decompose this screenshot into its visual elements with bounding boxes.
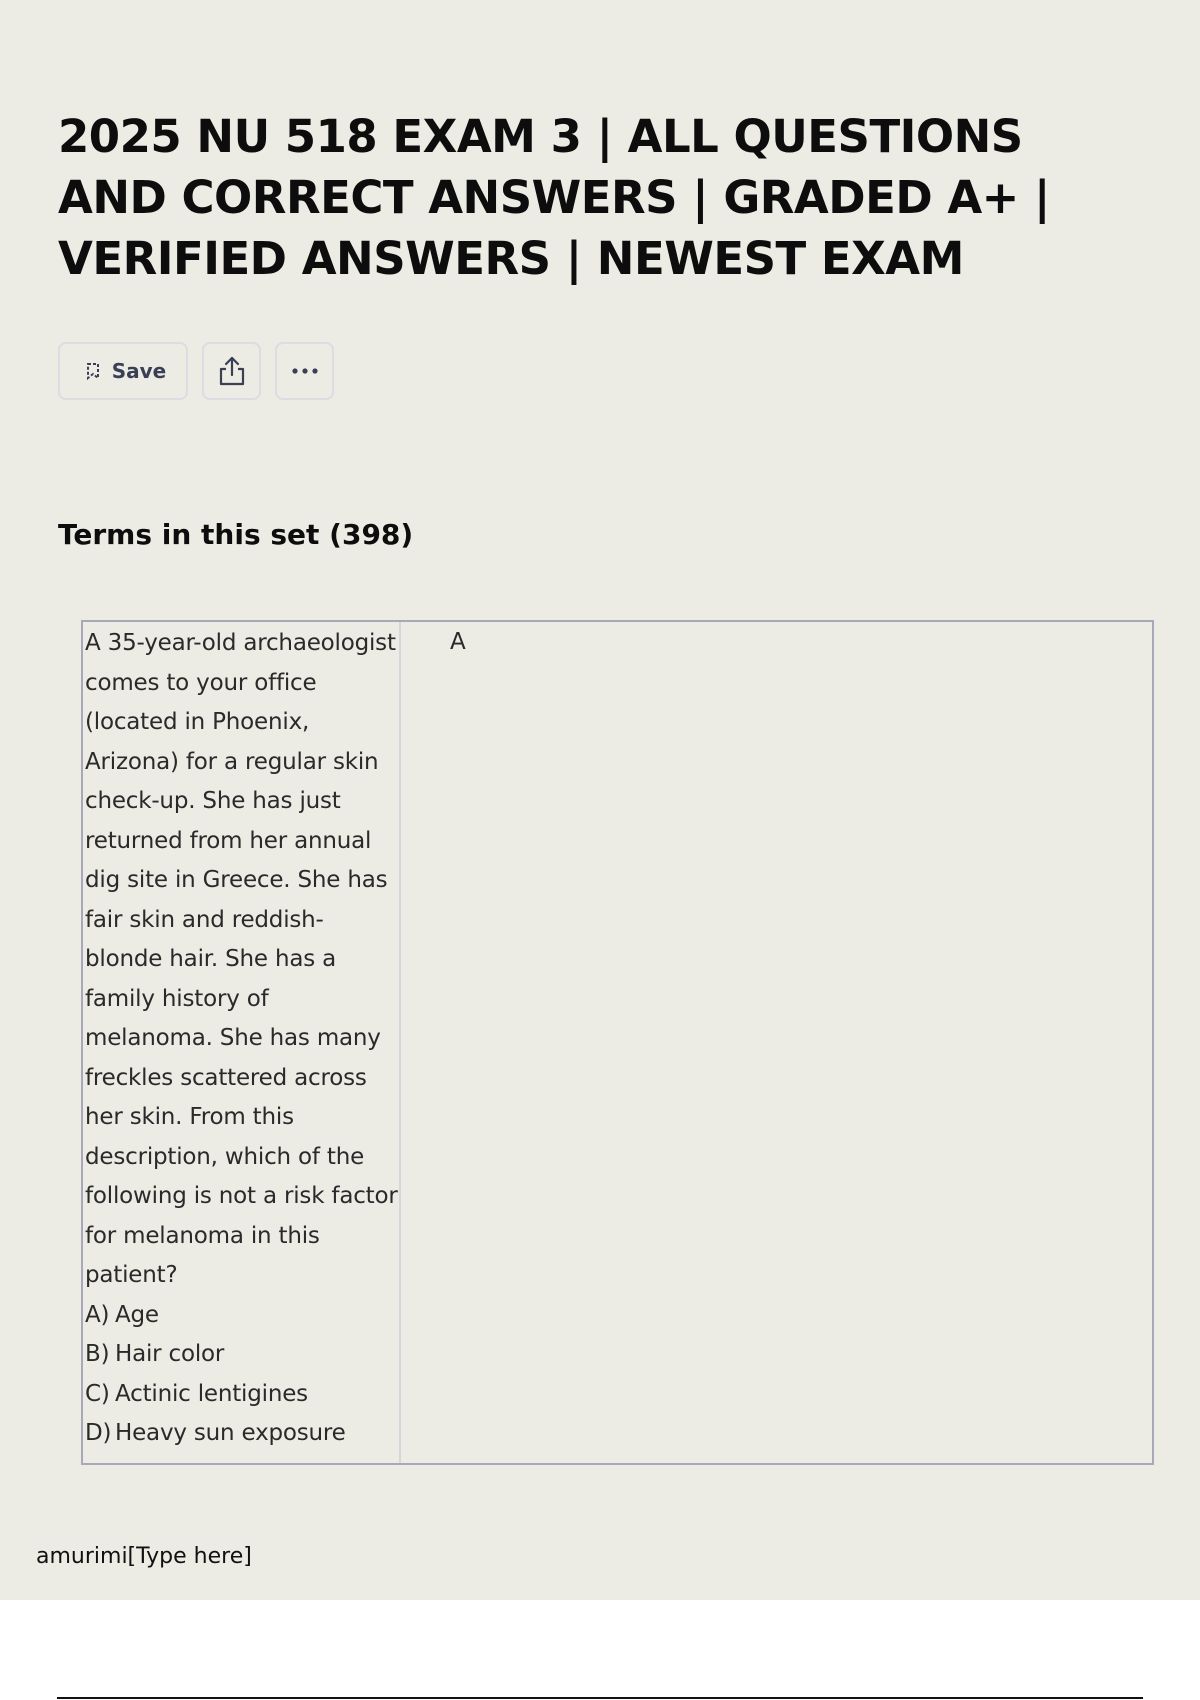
save-label: Save [111,359,167,383]
option-letter: C) [85,1380,110,1407]
option-text: Actinic lentigines [115,1380,308,1407]
bookmark-icon [84,361,102,381]
terms-heading: Terms in this set (398) [58,518,414,551]
answer-option [85,1335,399,1375]
more-options-button[interactable] [275,342,334,400]
document-title: 2025 NU 518 EXAM 3 | ALL QUESTIONS AND CORRECT ANSWERS | GRADED A+ | VERIFIED ANSWERS | NEWEST EXAM [58,110,1050,285]
action-bar [58,342,334,400]
term-card[interactable] [81,620,1154,1465]
option-text: Hair color [115,1341,225,1367]
option-letter: A) [85,1301,110,1328]
save-button[interactable] [58,342,188,400]
option-letter: B) [85,1341,110,1367]
share-icon [217,355,247,387]
footer-text: amurimi[Type here] [36,1544,252,1569]
answer-option [85,1375,399,1415]
option-text: Heavy sun exposure [115,1420,346,1446]
share-button[interactable] [202,342,261,400]
question-text: A 35-year-old archaeologist comes to your office (located in Phoenix, Arizona) for a regular skin check-up. She has just returned from her annual dig site in Greece. She has fair skin and reddish-blonde hair. She has a family history of melanoma. She has many freckles scattered across her skin. From this description, which of the following is not a risk factor for melanoma in this patient? [85,630,398,1288]
answer-option [85,1414,399,1454]
card-definition: A [450,629,466,655]
answer-option [85,1296,399,1336]
more-horizontal-icon [290,367,320,375]
option-letter: D) [85,1420,112,1446]
option-text: Age [115,1301,159,1328]
page-divider [57,1697,1143,1699]
card-term [83,622,401,1463]
